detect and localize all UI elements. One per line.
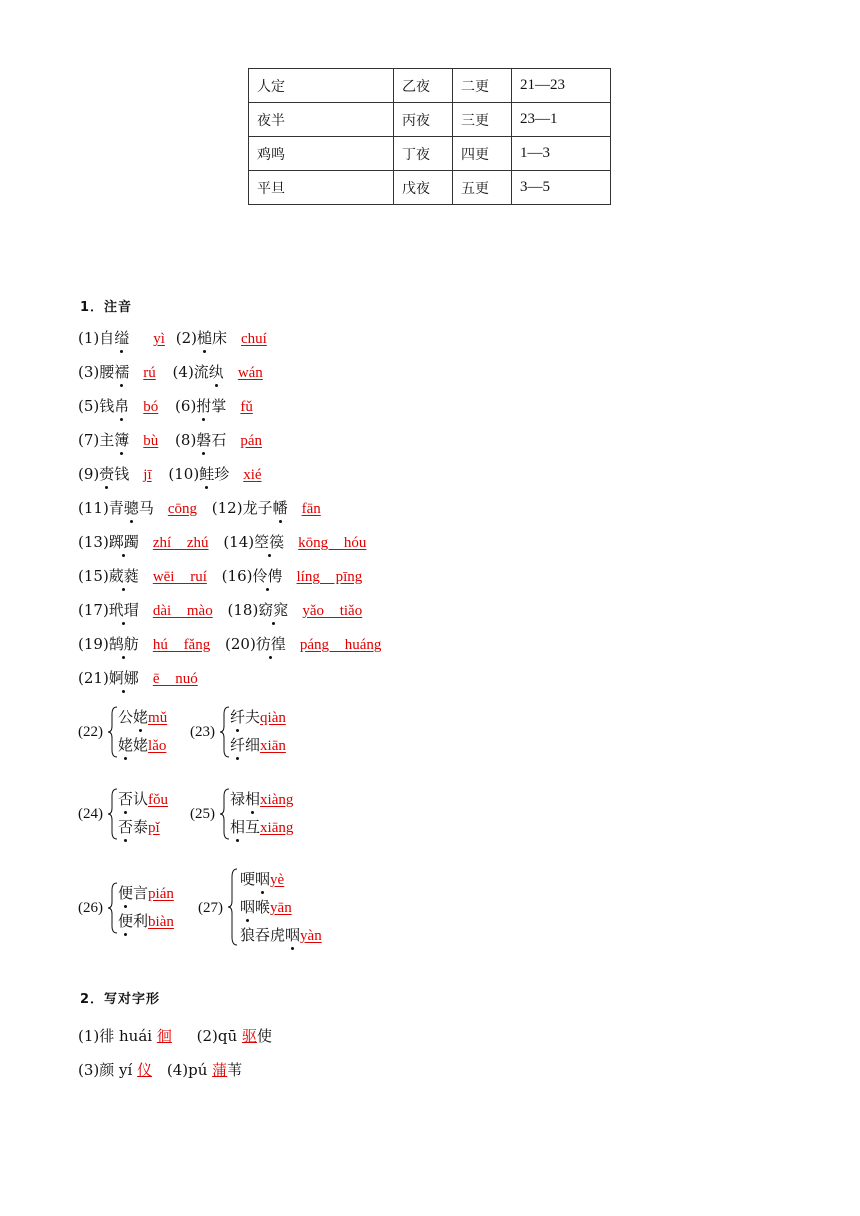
pronunciation-line: (21)婀娜 ē nuó bbox=[78, 669, 198, 687]
brace-icon bbox=[220, 788, 230, 840]
pronunciation-line: (9)赍钱 jī (10)鲑珍 xié bbox=[78, 465, 262, 483]
pronunciation-line: (5)钱帛 bó (6)拊掌 fǔ bbox=[78, 397, 253, 415]
table-row: 人定 乙夜 二更 21—23 bbox=[249, 69, 611, 103]
polyphone-group-26: (26) 便言pián 便利biàn bbox=[78, 880, 198, 936]
pronunciation-line: (17)玳瑁 dài mào (18)窈窕 yǎo tiǎo bbox=[78, 601, 363, 619]
pronunciation-line: (19)鹄舫 hú fǎng (20)彷徨 páng huáng bbox=[78, 635, 382, 653]
brace-icon bbox=[220, 706, 230, 758]
character-line: (3)颜 yí 仪 (4)pú 蒲苇 bbox=[78, 1061, 243, 1079]
table-row: 夜半 丙夜 三更 23—1 bbox=[249, 103, 611, 137]
table-row: 平旦 戊夜 五更 3—5 bbox=[249, 171, 611, 205]
pronunciation-line: (15)葳蕤 wēi ruí (16)伶俜 líng pīng bbox=[78, 567, 363, 585]
polyphone-group-27: (27) 哽咽yè 咽喉yān 狼吞虎咽yàn bbox=[198, 870, 322, 944]
pronunciation-line: (7)主簿 bù (8)磐石 pán bbox=[78, 431, 262, 449]
brace-icon bbox=[228, 868, 238, 946]
table-row: 鸡鸣 丁夜 四更 1—3 bbox=[249, 137, 611, 171]
brace-icon bbox=[108, 706, 118, 758]
pronunciation-line: (11)青骢马 cōng (12)龙子幡 fān bbox=[78, 499, 321, 517]
pronunciation-line: (3)腰襦 rú (4)流纨 wán bbox=[78, 363, 263, 381]
section-title-characters: 2．写对字形 bbox=[80, 992, 161, 1007]
time-table bbox=[248, 68, 611, 205]
brace-icon bbox=[108, 882, 118, 934]
polyphone-group-25: (25) 禄相xiàng 相互xiāng bbox=[190, 786, 320, 842]
section-title-pronunciation: 1．注音 bbox=[80, 300, 133, 315]
pronunciation-line: (1)自缢 yì (2)槌床 chuí bbox=[78, 329, 267, 347]
character-line: (1)徘 huái 徊 (2)qū 驱使 bbox=[78, 1027, 272, 1045]
brace-icon bbox=[108, 788, 118, 840]
polyphone-group-22: (22) 公姥mǔ 姥姥lǎo bbox=[78, 704, 198, 760]
polyphone-group-24: (24) 否认fǒu 否泰pǐ bbox=[78, 786, 198, 842]
pronunciation-line: (13)踯躅 zhí zhú (14)箜篌 kōng hóu bbox=[78, 533, 367, 551]
polyphone-group-23: (23) 纤夫qiàn 纤细xiān bbox=[190, 704, 310, 760]
